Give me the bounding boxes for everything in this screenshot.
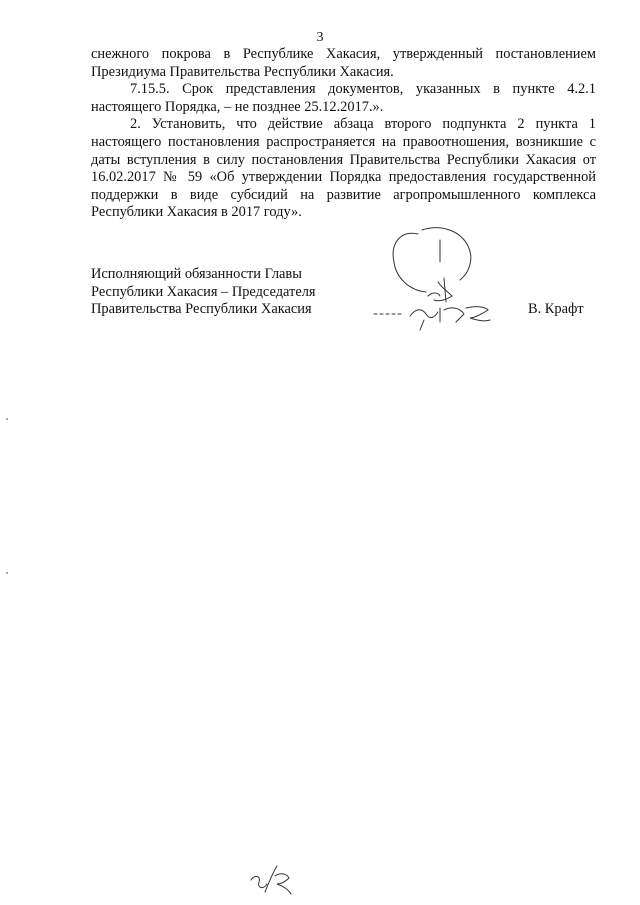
signatory-title bbox=[91, 266, 316, 319]
signatory-title-line-1: Исполняющий обязанности Главы bbox=[91, 266, 302, 282]
document-body bbox=[91, 46, 596, 222]
signatory-name: В. Крафт bbox=[528, 301, 584, 317]
paragraph-3: 2. Установить, что действие абзаца второго подпункта 2 пункта 1 настоящего постановления распространяется на правоотношения, возникшие с даты вступления в силу постановления Правительства Республики Хакасия от 16.02.2017 № 59 «Об утверждении Порядка предоставления государственной поддержки в виде субсидий на развитие агропромышленного комплекса Республики Хакасия в 2017 году». bbox=[91, 116, 596, 221]
handwritten-signature bbox=[360, 222, 520, 337]
signatory-title-line-2: Республики Хакасия – Председателя bbox=[91, 283, 316, 300]
margin-mark bbox=[6, 572, 8, 574]
paragraph-2-line-2: настоящего Порядка, – не позднее 25.12.2017.». bbox=[91, 98, 384, 115]
page-number: 3 bbox=[316, 30, 324, 45]
paragraph-1-line-1: снежного покрова в Республике Хакасия, утвержденный постановлением bbox=[91, 46, 596, 62]
handwritten-initials bbox=[247, 862, 297, 900]
margin-mark bbox=[6, 418, 8, 420]
paragraph-1-line-2: Президиума Правительства Республики Хакасия. bbox=[91, 63, 394, 80]
signatory-title-line-3: Правительства Республики Хакасия bbox=[91, 301, 312, 318]
paragraph-2-line-1: 7.15.5. Срок представления документов, указанных в пункте 4.2.1 bbox=[130, 81, 596, 98]
